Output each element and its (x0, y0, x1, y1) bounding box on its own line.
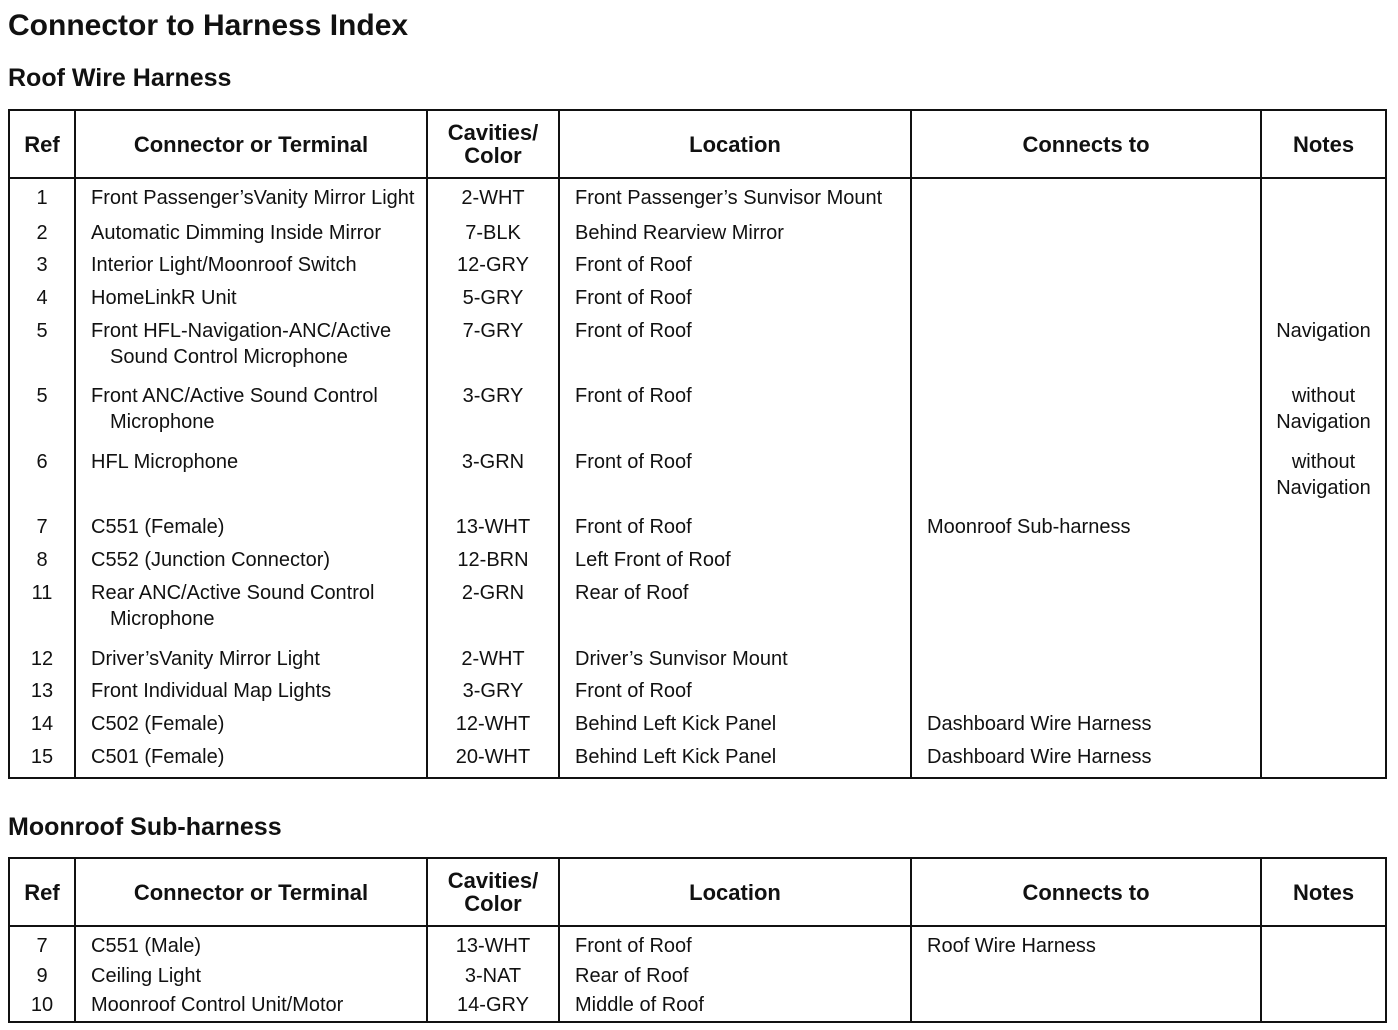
cell-connector-text: C551 (Male) (91, 935, 202, 957)
cell-cavities (427, 646, 559, 679)
cell-location-text: Driver’s Sunvisor Mount (575, 647, 788, 670)
cell-ref (9, 992, 75, 1021)
section-title-roof-wire-harness: Roof Wire Harness (8, 64, 232, 92)
cell-ref-text: 1 (36, 187, 48, 209)
cell-cavities-text: 13-WHT (455, 516, 531, 539)
cell-ref (9, 383, 75, 449)
roof-table-body (9, 178, 1386, 778)
table-row (9, 383, 1386, 449)
table-row (9, 285, 1386, 318)
cell-connector (75, 926, 427, 963)
cell-connector (75, 220, 427, 253)
cell-notes (1261, 178, 1386, 220)
cell-connects-to (911, 178, 1261, 220)
cell-location-text: Front Passenger’s Sunvisor Mount (575, 187, 883, 209)
cell-ref (9, 252, 75, 285)
cell-cavities (427, 580, 559, 646)
cell-connector (75, 646, 427, 679)
cell-connector-text: Front Passenger’sVanity Mirror Light (91, 187, 415, 209)
cell-connector-text: Interior Light/Moonroof Switch (91, 254, 357, 277)
table-row (9, 678, 1386, 711)
cell-connector-text: Front Individual Map Lights (91, 680, 332, 703)
cell-connector-text: Automatic Dimming Inside Mirror (91, 221, 382, 244)
cell-location-text: Front of Roof (575, 935, 692, 957)
cell-ref (9, 678, 75, 711)
filler-cell (559, 1021, 911, 1022)
cell-cavities (427, 285, 559, 318)
cell-connector (75, 678, 427, 711)
cell-location (559, 220, 911, 253)
cell-ref (9, 963, 75, 992)
filler-cell (911, 777, 1261, 778)
cell-ref (9, 744, 75, 777)
cell-connects-to (911, 992, 1261, 1021)
page-title: Connector to Harness Index (8, 9, 409, 42)
cell-connects-to-text: Dashboard Wire Harness (927, 713, 1152, 736)
cell-notes (1261, 220, 1386, 253)
table-filler-row (9, 777, 1386, 778)
cell-notes-text: Navigation (1276, 319, 1371, 342)
cell-location-text: Left Front of Roof (575, 549, 731, 572)
table-row (9, 318, 1386, 384)
cell-cavities-text: 20-WHT (455, 745, 531, 768)
cell-ref-text: 14 (30, 713, 54, 736)
cell-ref-text: 3 (36, 254, 48, 277)
cell-ref (9, 514, 75, 547)
cell-connector-text: Front ANC/Active Sound Control Microphone (91, 385, 378, 434)
table-row (9, 711, 1386, 744)
cell-connects-to (911, 744, 1261, 777)
cell-notes (1261, 252, 1386, 285)
cell-cavities-text: 3-GRY (462, 385, 524, 408)
cell-ref-text: 2 (36, 221, 48, 244)
table-row (9, 580, 1386, 646)
cell-location-text: Front of Roof (575, 516, 692, 539)
table-header-row (9, 110, 1386, 178)
cell-location (559, 963, 911, 992)
cell-cavities-text: 2-WHT (461, 187, 525, 209)
cell-connects-to (911, 547, 1261, 580)
filler-cell (559, 777, 911, 778)
cell-connector-text: C502 (Female) (91, 713, 225, 736)
cell-connector (75, 963, 427, 992)
cell-location (559, 285, 911, 318)
cell-connector (75, 285, 427, 318)
cell-cavities (427, 744, 559, 777)
cell-ref-text: 11 (31, 582, 53, 605)
cell-connector (75, 449, 427, 515)
filler-cell (9, 1021, 75, 1022)
cell-location-text: Behind Left Kick Panel (575, 713, 777, 736)
table-header-row (9, 858, 1386, 926)
filler-cell (911, 1021, 1261, 1022)
cell-notes (1261, 678, 1386, 711)
cell-connector-text: Ceiling Light (91, 964, 202, 987)
cell-connector-text: Front HFL-Navigation-ANC/Active Sound Control Microphone (91, 319, 392, 368)
header-ref: Ref (9, 110, 75, 178)
roof-wire-harness-table (8, 109, 1387, 779)
header-connects-to: Connects to (911, 110, 1261, 178)
cell-connects-to (911, 646, 1261, 679)
filler-cell (75, 1021, 427, 1022)
cell-cavities (427, 992, 559, 1021)
cell-ref (9, 178, 75, 220)
cell-connector (75, 178, 427, 220)
cell-ref-text: 7 (36, 935, 48, 957)
header-connects-to: Connects to (911, 858, 1261, 926)
cell-location-text: Behind Left Kick Panel (575, 745, 777, 768)
cell-connector (75, 318, 427, 384)
cell-connects-to (911, 678, 1261, 711)
cell-cavities-text: 13-WHT (455, 935, 531, 957)
cell-cavities-text: 3-NAT (464, 964, 522, 987)
cell-ref (9, 449, 75, 515)
cell-cavities-text: 7-BLK (465, 221, 521, 244)
cell-notes-text: without Navigation (1276, 385, 1371, 434)
cell-notes (1261, 285, 1386, 318)
cell-connector (75, 547, 427, 580)
cell-notes (1261, 514, 1386, 547)
cell-connector-text: C501 (Female) (91, 745, 225, 768)
cell-connector (75, 711, 427, 744)
header-ref: Ref (9, 858, 75, 926)
cell-cavities (427, 963, 559, 992)
cell-notes-text: without Navigation (1276, 450, 1371, 499)
table-row (9, 547, 1386, 580)
cell-cavities-text: 7-GRY (462, 319, 524, 342)
cell-location-text: Front of Roof (575, 385, 692, 408)
cell-ref-text: 5 (36, 385, 48, 408)
cell-ref-text: 10 (30, 993, 54, 1016)
table-row (9, 220, 1386, 253)
cell-connects-to (911, 318, 1261, 384)
cell-cavities-text: 12-WHT (455, 713, 531, 736)
table-row (9, 514, 1386, 547)
cell-notes (1261, 580, 1386, 646)
cell-cavities (427, 178, 559, 220)
cell-location (559, 318, 911, 384)
filler-cell (75, 777, 427, 778)
cell-connector (75, 383, 427, 449)
header-cavities: Cavities/ Color (427, 858, 559, 926)
header-cavities: Cavities/ Color (427, 110, 559, 178)
table-row (9, 963, 1386, 992)
cell-notes (1261, 383, 1386, 449)
cell-location (559, 992, 911, 1021)
cell-location (559, 383, 911, 449)
header-location: Location (559, 110, 911, 178)
cell-cavities (427, 252, 559, 285)
table-row (9, 926, 1386, 963)
cell-connector-text: Driver’sVanity Mirror Light (91, 647, 320, 670)
filler-cell (427, 777, 559, 778)
cell-ref-text: 15 (30, 745, 54, 768)
cell-location-text: Front of Roof (575, 287, 692, 310)
cell-connects-to (911, 963, 1261, 992)
table-row (9, 449, 1386, 515)
table-row (9, 992, 1386, 1021)
cell-location-text: Middle of Roof (575, 993, 704, 1016)
cell-connects-to (911, 220, 1261, 253)
cell-notes (1261, 449, 1386, 515)
cell-location (559, 926, 911, 963)
cell-connector-text: Rear ANC/Active Sound Control Microphone (91, 582, 375, 631)
cell-notes (1261, 926, 1386, 963)
cell-location (559, 580, 911, 646)
table-row (9, 252, 1386, 285)
cell-location-text: Rear of Roof (575, 582, 689, 605)
cell-ref (9, 580, 75, 646)
cell-ref-text: 5 (36, 319, 48, 342)
cell-connector-text: HomeLinkR Unit (91, 287, 237, 310)
header-connector: Connector or Terminal (75, 858, 427, 926)
cell-cavities (427, 383, 559, 449)
cell-notes (1261, 992, 1386, 1021)
cell-connects-to (911, 514, 1261, 547)
cell-connector (75, 252, 427, 285)
cell-ref (9, 220, 75, 253)
cell-ref-text: 9 (36, 964, 48, 987)
cell-cavities (427, 220, 559, 253)
header-location: Location (559, 858, 911, 926)
cell-cavities-text: 12-BRN (457, 549, 529, 572)
cell-cavities (427, 926, 559, 963)
filler-cell (1261, 777, 1386, 778)
cell-notes (1261, 744, 1386, 777)
cell-cavities-text: 12-GRY (457, 254, 529, 277)
cell-notes (1261, 711, 1386, 744)
table-row (9, 744, 1386, 777)
cell-connector (75, 992, 427, 1021)
filler-cell (1261, 1021, 1386, 1022)
cell-cavities (427, 711, 559, 744)
cell-connects-to (911, 711, 1261, 744)
cell-ref-text: 8 (36, 549, 48, 572)
cell-ref-text: 12 (30, 647, 54, 670)
cell-ref (9, 285, 75, 318)
header-connector: Connector or Terminal (75, 110, 427, 178)
cell-connects-to (911, 383, 1261, 449)
cell-location (559, 252, 911, 285)
cell-connects-to (911, 285, 1261, 318)
cell-connector (75, 514, 427, 547)
cell-cavities-text: 3-GRN (461, 450, 525, 473)
table-filler-row (9, 1021, 1386, 1022)
cell-location (559, 547, 911, 580)
cell-connects-to-text: Dashboard Wire Harness (927, 745, 1152, 768)
cell-location (559, 449, 911, 515)
cell-location-text: Behind Rearview Mirror (575, 221, 784, 244)
section-title-moonroof-sub-harness: Moonroof Sub-harness (8, 813, 282, 841)
cell-connects-to-text: Moonroof Sub-harness (927, 516, 1131, 539)
cell-cavities (427, 547, 559, 580)
cell-connector-text: Moonroof Control Unit/Motor (91, 993, 344, 1016)
cell-connects-to (911, 926, 1261, 963)
cell-connects-to-text: Roof Wire Harness (927, 935, 1096, 957)
cell-cavities-text: 14-GRY (457, 993, 529, 1016)
cell-location-text: Front of Roof (575, 319, 692, 342)
cell-ref (9, 926, 75, 963)
cell-cavities-text: 2-WHT (461, 647, 525, 670)
cell-cavities (427, 449, 559, 515)
cell-connector-text: C552 (Junction Connector) (91, 549, 331, 572)
table-row (9, 178, 1386, 220)
moonroof-sub-harness-table (8, 857, 1387, 1023)
filler-cell (427, 1021, 559, 1022)
cell-location (559, 678, 911, 711)
cell-cavities-text: 3-GRY (462, 680, 524, 703)
cell-location (559, 178, 911, 220)
cell-connector (75, 580, 427, 646)
cell-ref-text: 4 (36, 287, 48, 310)
filler-cell (9, 777, 75, 778)
cell-connects-to (911, 580, 1261, 646)
cell-connector (75, 744, 427, 777)
cell-cavities (427, 514, 559, 547)
header-notes: Notes (1261, 110, 1386, 178)
cell-ref-text: 13 (30, 680, 54, 703)
cell-ref-text: 6 (36, 450, 48, 473)
cell-location-text: Front of Roof (575, 254, 692, 277)
cell-notes (1261, 646, 1386, 679)
cell-connects-to (911, 449, 1261, 515)
cell-cavities-text: 2-GRN (461, 582, 525, 605)
header-notes: Notes (1261, 858, 1386, 926)
cell-location (559, 646, 911, 679)
cell-location-text: Front of Roof (575, 680, 692, 703)
cell-location-text: Rear of Roof (575, 964, 689, 987)
cell-ref-text: 7 (36, 516, 48, 539)
cell-location-text: Front of Roof (575, 450, 692, 473)
cell-connects-to (911, 252, 1261, 285)
cell-ref (9, 547, 75, 580)
cell-cavities (427, 318, 559, 384)
cell-notes (1261, 318, 1386, 384)
cell-location (559, 514, 911, 547)
cell-cavities-text: 5-GRY (462, 287, 524, 310)
cell-ref (9, 318, 75, 384)
cell-notes (1261, 547, 1386, 580)
cell-cavities (427, 678, 559, 711)
cell-notes (1261, 963, 1386, 992)
cell-ref (9, 646, 75, 679)
cell-location (559, 711, 911, 744)
moonroof-table-body (9, 926, 1386, 1022)
cell-location (559, 744, 911, 777)
table-row (9, 646, 1386, 679)
cell-connector-text: HFL Microphone (91, 450, 239, 473)
cell-connector-text: C551 (Female) (91, 516, 225, 539)
cell-ref (9, 711, 75, 744)
